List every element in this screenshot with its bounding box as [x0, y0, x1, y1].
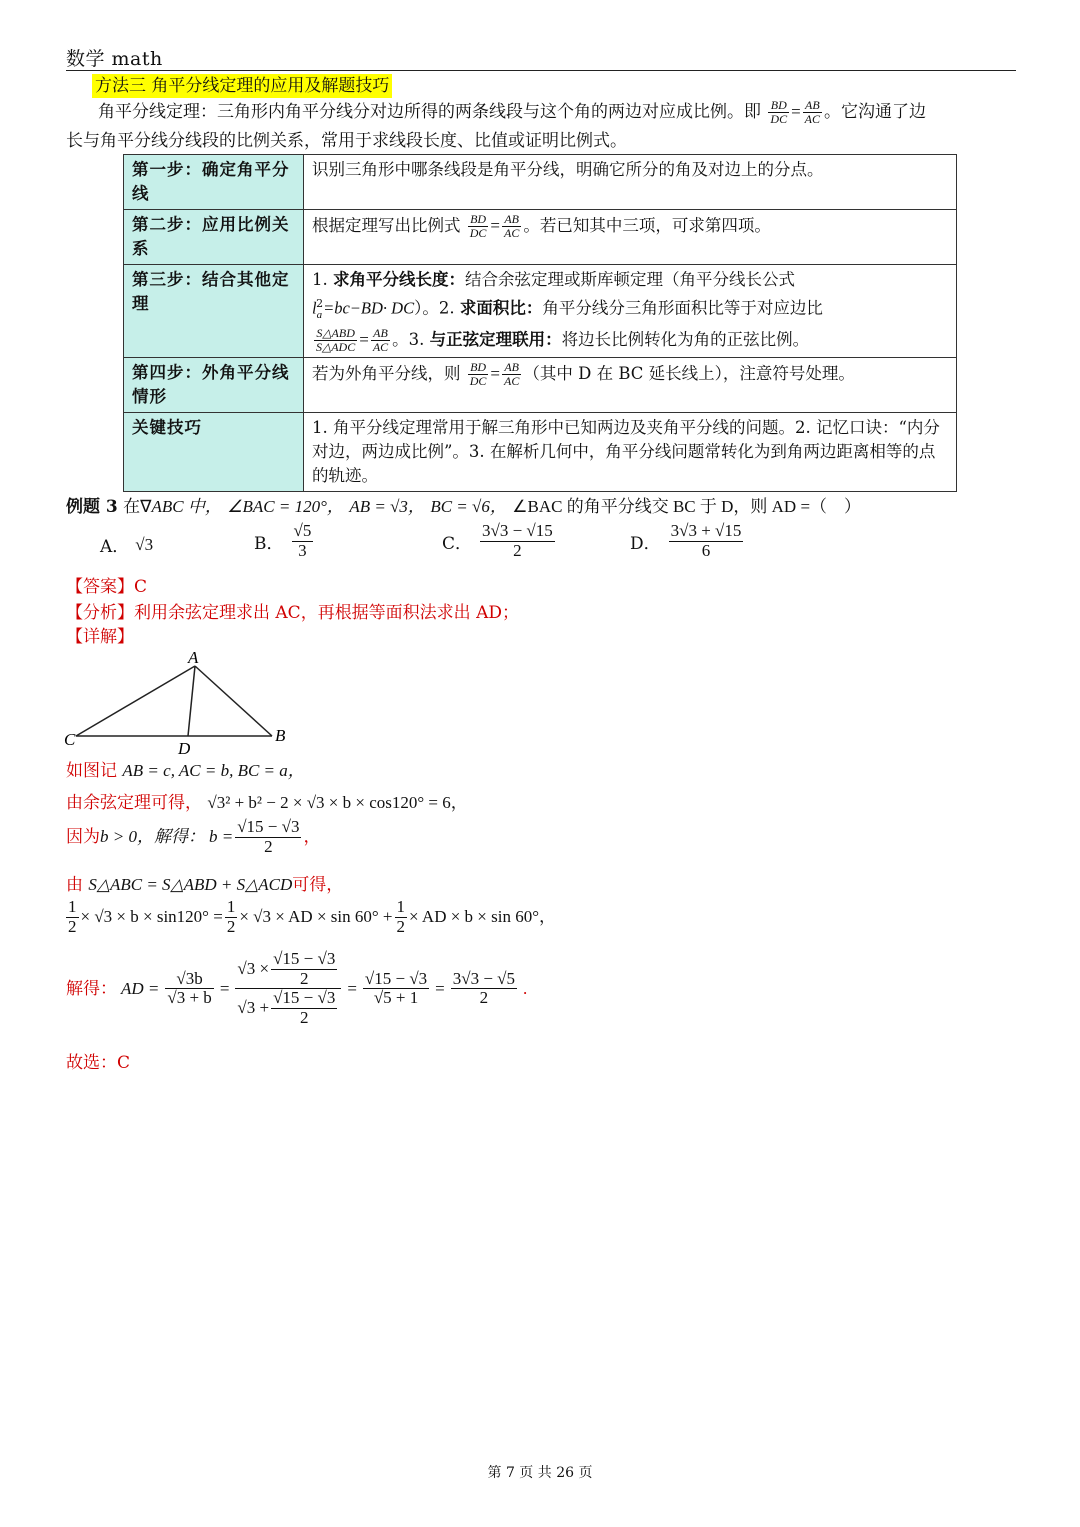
table-row [124, 265, 957, 358]
answer-line: 【答案】C [66, 577, 148, 597]
solution-line-5: $\frac{1}{2}$ × √3 × b × sin120° = $\frac{1}{2}$ × √3 × AD × sin 60° + $\frac{1}{2}$ × AD × b × sin 60°， [68, 897, 557, 936]
option-a: A． √3 [100, 534, 154, 557]
table-row [124, 413, 957, 492]
intro-text: 角平分线定理：三角形内角平分线分对边所得的两条线段与这个角的两边对应成比例。即 [98, 102, 761, 123]
solution-line-2: 由余弦定理可得， √3² + b² − 2 × √3 × b × cos120° = 6， [66, 793, 468, 813]
page-footer: 第 7 页 共 26 页 [487, 1465, 593, 1481]
vertex-label-b: B [275, 726, 286, 745]
ratio-bd-dc: $\frac{BD}{DC}$ [770, 98, 788, 127]
table-row [124, 358, 957, 413]
point-label-d: D [178, 739, 191, 758]
step-key: 关键技巧 [124, 413, 304, 492]
vertex-label-a: A [188, 648, 199, 667]
option-d: D． $\frac{3√3 + √15}{6}$ [630, 521, 742, 560]
option-c: C． $\frac{3√3 - √15}{2}$ [442, 521, 553, 560]
table-row [124, 155, 957, 210]
option-b: B． $\frac{√5}{3}$ [254, 521, 312, 560]
solution-line-3: 因为 b > 0，解得： b = $\frac{√15 - √3}{2}$ ， [66, 817, 321, 856]
step-value: 1. 角平分线定理常用于解三角形中已知两边及夹角平分线的问题。2. 记忆口诀：“内分对边，两边成比例”。3. 在解析几何中，角平分线问题常转化为到角两边距离相等的点的轨迹。 [304, 413, 957, 492]
final-answer: 故选：C [66, 1053, 131, 1073]
step-value: 若为外角平分线，则 $\frac{BD}{DC}$ = $\frac{AB}{AC}$ （其中 D 在 BC 延长线上），注意符号处理。 [304, 358, 957, 413]
step-value: 1. 求角平分线长度：结合余弦定理或斯库顿定理（角平分线长公式 $l_a^2=bc-BD\cdot DC$）。2. 求面积比：角平分线分三角形面积比等于对应边比 $\frac{\text{S△ABD}}{\text{S△ADC}}$ = $\frac{AB}{AC}$ 。3. 与正弦定理联用：将边长比例转化为角的正弦比例。 [304, 265, 957, 358]
solution-line-6: 解得： AD = $\frac{√3b}{√3 + b}$ = √3 × $\frac{√15 - √3}{2}$ √3 + $\frac{√15 - √3}{2}$ = $\frac{√15 - √3}{√5 + 1}$ = $\frac{3√3 - √5}{2}$ . [66, 949, 528, 1028]
table-row [124, 210, 957, 265]
triangle-figure [62, 644, 302, 760]
intro-line-1: 角平分线定理：三角形内角平分线分对边所得的两条线段与这个角的两边对应成比例。即 $\frac{BD}{DC}$ = $\frac{AB}{AC}$ 。它沟通了边 [98, 98, 927, 127]
step-key: 第二步：应用比例关系 [124, 210, 304, 265]
header-rule [66, 70, 1016, 71]
step-key: 第一步：确定角平分线 [124, 155, 304, 210]
step-value: 识别三角形中哪条线段是角平分线，明确它所分的角及对边上的分点。 [304, 155, 957, 210]
section-title: 方法三 角平分线定理的应用及解题技巧 [92, 74, 392, 98]
example-stem: 例题 3 在∇ABC 中， ∠BAC = 120°， AB = √3， BC = √6， ∠BAC 的角平分线交 BC 于 D，则 AD =（ ） [66, 497, 862, 517]
step-key: 第三步：结合其他定理 [124, 265, 304, 358]
header-title: 数学 math [66, 48, 163, 70]
steps-table [123, 154, 957, 492]
nested-fraction: √3 × $\frac{√15 - √3}{2}$ √3 + $\frac{√15 - √3}{2}$ [235, 950, 341, 1028]
vertex-label-c: C [64, 730, 76, 749]
ratio-ab-ac: $\frac{AB}{AC}$ [804, 98, 821, 127]
intro-line-2: 长与角平分线分线段的比例关系，常用于求线段长度、比值或证明比例式。 [66, 131, 627, 151]
analysis-line: 【分析】利用余弦定理求出 AC，再根据等面积法求出 AD； [66, 603, 519, 623]
detail-label: 【详解】 [66, 627, 134, 647]
solution-line-1: 如图记 AB = c, AC = b, BC = a， [66, 761, 305, 781]
step-key: 第四步：外角平分线情形 [124, 358, 304, 413]
solution-line-4: 由 S△ABC = S△ABD + S△ACD可得， [66, 875, 344, 895]
step-value: 根据定理写出比例式 $\frac{BD}{DC}$ = $\frac{AB}{AC}$ 。若已知其中三项，可求第四项。 [304, 210, 957, 265]
